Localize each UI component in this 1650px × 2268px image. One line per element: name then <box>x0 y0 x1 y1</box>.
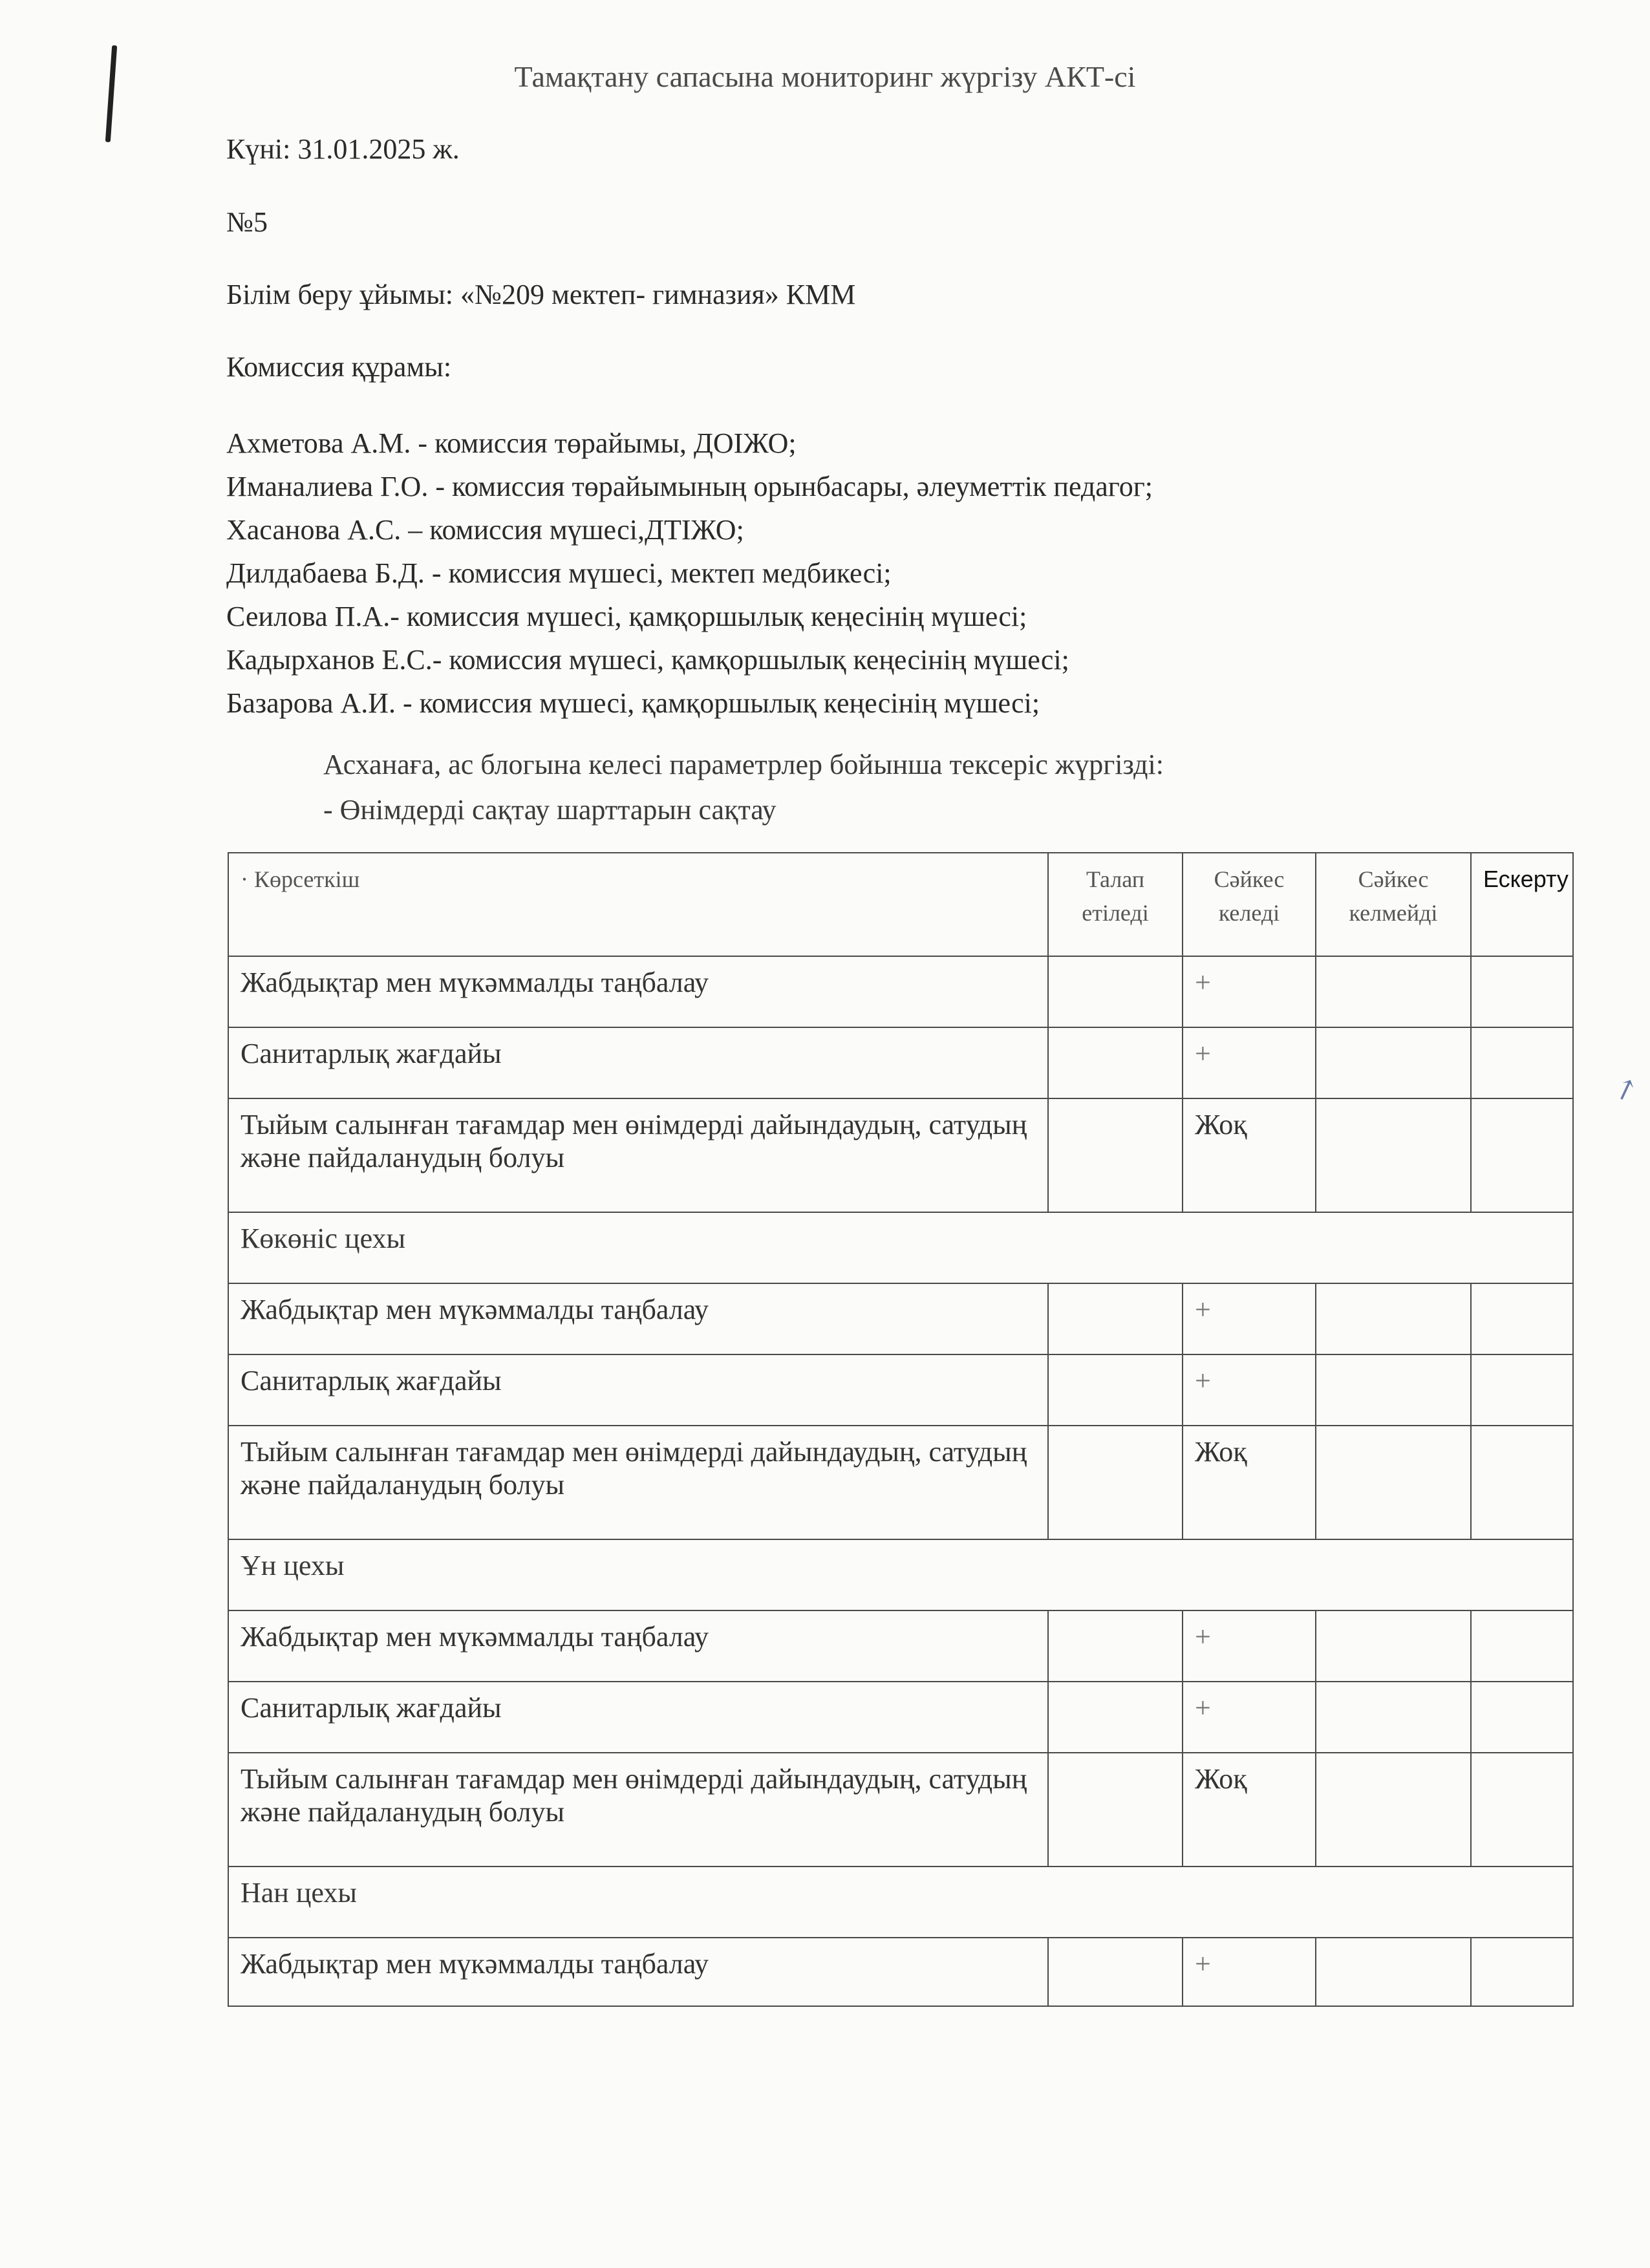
table-row <box>228 1753 1573 1867</box>
required-cell <box>1048 1098 1183 1212</box>
margin-mark: ↗ <box>1609 1071 1643 1109</box>
compliant-cell: Жоқ <box>1183 1098 1316 1212</box>
indicator-cell: Санитарлық жағдайы <box>228 1682 1048 1753</box>
member-line: Хасанова А.С. – комиссия мүшесі,ДТІЖО; <box>226 514 744 546</box>
indicator-cell: Тыйым салынған тағамдар мен өнімдерді дайындаудың, сатудың және пайдаланудың болуы <box>228 1098 1048 1212</box>
note-cell <box>1471 1426 1573 1539</box>
compliant-cell: + <box>1183 1283 1316 1354</box>
compliant-cell: + <box>1183 1610 1316 1682</box>
indicator-cell: Жабдықтар мен мүкәммалды таңбалау <box>228 1938 1048 2006</box>
section-title: Нан цехы <box>228 1867 1573 1938</box>
intro-line: Асханаға, ас блогына келесі параметрлер бойынша тексеріс жүргізді: <box>323 749 1164 780</box>
required-cell <box>1048 1682 1183 1753</box>
table-row <box>228 1938 1573 2006</box>
header-note: Ескерту <box>1471 853 1573 956</box>
note-cell <box>1471 1938 1573 2006</box>
required-cell <box>1048 1938 1183 2006</box>
note-cell <box>1471 1610 1573 1682</box>
member-line: Иманалиева Г.О. - комиссия төрайымының орынбасары, әлеуметтік педагог; <box>226 471 1153 502</box>
table-row <box>228 1610 1573 1682</box>
compliant-cell: Жоқ <box>1183 1426 1316 1539</box>
indicator-cell: Санитарлық жағдайы <box>228 1354 1048 1426</box>
indicator-cell: Тыйым салынған тағамдар мен өнімдерді дайындаудың, сатудың және пайдаланудың болуы <box>228 1426 1048 1539</box>
compliant-cell: + <box>1183 1682 1316 1753</box>
header-required: Талап етіледі <box>1048 853 1183 956</box>
noncompliant-cell <box>1316 1938 1471 2006</box>
note-cell <box>1471 1682 1573 1753</box>
note-cell <box>1471 1283 1573 1354</box>
compliant-cell: + <box>1183 1938 1316 2006</box>
required-cell <box>1048 1027 1183 1098</box>
organization-line: Білім беру ұйымы: «№209 мектеп- гимназия» КММ <box>226 279 856 310</box>
noncompliant-cell <box>1316 956 1471 1027</box>
noncompliant-cell <box>1316 1753 1471 1867</box>
required-cell <box>1048 956 1183 1027</box>
intro-line: - Өнімдерді сақтау шарттарын сақтау <box>323 794 777 826</box>
note-cell <box>1471 1354 1573 1426</box>
noncompliant-cell <box>1316 1283 1471 1354</box>
inspection-intro <box>323 742 1164 833</box>
member-line: Сеилова П.А.- комиссия мүшесі, қамқоршылық кеңесінің мүшесі; <box>226 601 1027 632</box>
table-row <box>228 956 1573 1027</box>
indicator-cell: Жабдықтар мен мүкәммалды таңбалау <box>228 1283 1048 1354</box>
required-cell <box>1048 1610 1183 1682</box>
document-title: Тамақтану сапасына мониторинг жүргізу АКТ-сі <box>514 60 1136 93</box>
member-line: Базарова А.И. - комиссия мүшесі, қамқоршылық кеңесінің мүшесі; <box>226 687 1040 719</box>
noncompliant-cell <box>1316 1610 1471 1682</box>
member-line: Ахметова А.М. - комиссия төрайымы, ДОІЖО; <box>226 427 797 459</box>
section-title: Көкөніс цехы <box>228 1212 1573 1283</box>
required-cell <box>1048 1283 1183 1354</box>
required-cell <box>1048 1753 1183 1867</box>
date-line: Күні: 31.01.2025 ж. <box>226 133 460 165</box>
indicator-cell: Тыйым салынған тағамдар мен өнімдерді дайындаудың, сатудың және пайдаланудың болуы <box>228 1753 1048 1867</box>
compliant-cell: + <box>1183 1354 1316 1426</box>
table-section-row <box>228 1212 1573 1283</box>
table-row <box>228 1283 1573 1354</box>
noncompliant-cell <box>1316 1354 1471 1426</box>
member-line: Дилдабаева Б.Д. - комиссия мүшесі, мектеп медбикесі; <box>226 557 892 589</box>
header-indicator: · Көрсеткіш <box>228 853 1048 956</box>
note-cell <box>1471 1027 1573 1098</box>
noncompliant-cell <box>1316 1426 1471 1539</box>
compliant-cell: Жоқ <box>1183 1753 1316 1867</box>
monitoring-table <box>228 852 1574 2007</box>
noncompliant-cell <box>1316 1027 1471 1098</box>
note-cell <box>1471 1098 1573 1212</box>
compliant-cell: + <box>1183 956 1316 1027</box>
noncompliant-cell <box>1316 1682 1471 1753</box>
table-section-row <box>228 1867 1573 1938</box>
member-line: Кадырханов Е.С.- комиссия мүшесі, қамқоршылық кеңесінің мүшесі; <box>226 644 1069 676</box>
header-compliant: Сәйкес келеді <box>1183 853 1316 956</box>
table-row <box>228 1682 1573 1753</box>
table-row <box>228 1426 1573 1539</box>
table-row <box>228 1027 1573 1098</box>
table-section-row <box>228 1539 1573 1610</box>
note-cell <box>1471 1753 1573 1867</box>
commission-members <box>226 422 1153 725</box>
required-cell <box>1048 1426 1183 1539</box>
indicator-cell: Жабдықтар мен мүкәммалды таңбалау <box>228 1610 1048 1682</box>
note-cell <box>1471 956 1573 1027</box>
section-title: Ұн цехы <box>228 1539 1573 1610</box>
table-header-row <box>228 853 1573 956</box>
indicator-cell: Санитарлық жағдайы <box>228 1027 1048 1098</box>
table-row <box>228 1098 1573 1212</box>
noncompliant-cell <box>1316 1098 1471 1212</box>
commission-heading: Комиссия құрамы: <box>226 351 452 383</box>
act-number: №5 <box>226 206 268 238</box>
compliant-cell: + <box>1183 1027 1316 1098</box>
table-row <box>228 1354 1573 1426</box>
header-noncompliant: Сәйкес келмейді <box>1316 853 1471 956</box>
required-cell <box>1048 1354 1183 1426</box>
indicator-cell: Жабдықтар мен мүкәммалды таңбалау <box>228 956 1048 1027</box>
